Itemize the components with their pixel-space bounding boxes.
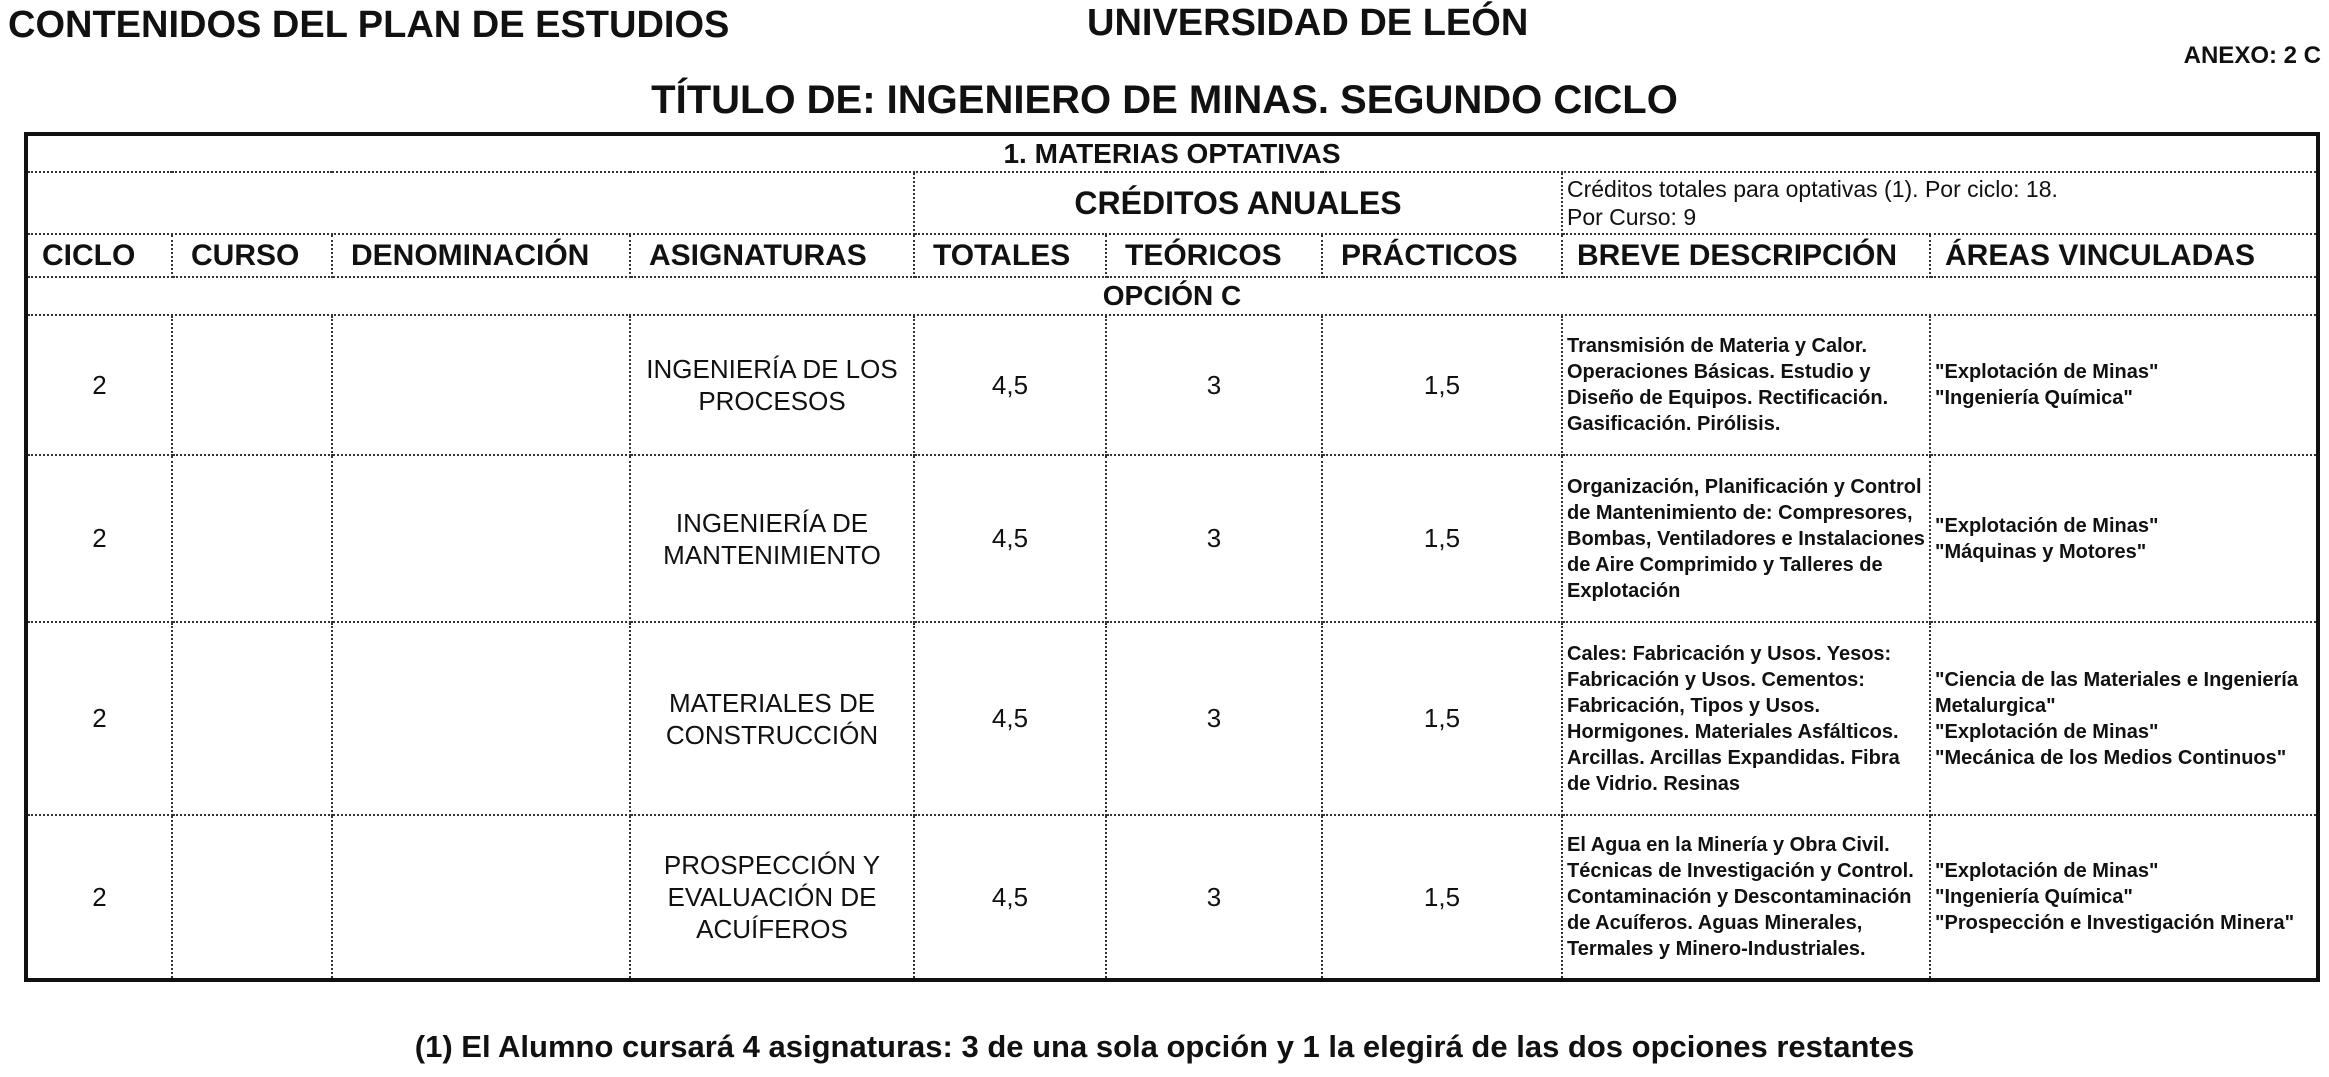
creditos-note-line2: Por Curso: 9 [1567,204,1697,231]
creditos-note [1562,172,2318,234]
table-row [26,315,2318,456]
curso-cell [172,622,332,815]
area-item: "Explotación de Minas" [1935,720,2159,743]
area-item: "Ingeniería Química" [1935,886,2133,909]
asignatura-cell: INGENIERÍA DE MANTENIMIENTO [630,455,914,622]
areas-cell [1930,455,2318,622]
creditos-note-line1: Créditos totales para optativas (1). Por ciclo: 18. [1567,176,2058,203]
header-university: UNIVERSIDAD DE LEÓN [1087,2,1529,44]
practicos-cell: 1,5 [1322,815,1562,980]
column-header-row [26,234,2318,276]
col-curso: CURSO [172,234,332,276]
section-title: 1. MATERIAS OPTATIVAS [26,134,2318,172]
descripcion-cell: Transmisión de Materia y Calor. Operaciones Básicas. Estudio y Diseño de Equipos. Rectificación. Gasificación. Pirólisis. [1562,315,1930,456]
table-row [26,622,2318,815]
col-asignaturas: ASIGNATURAS [630,234,914,276]
areas-cell [1930,315,2318,456]
col-teoricos: TEÓRICOS [1106,234,1322,276]
col-areas-vinculadas: ÁREAS VINCULADAS [1930,234,2318,276]
totales-cell: 4,5 [914,315,1106,456]
header-anexo: ANEXO: 2 C [2183,42,2321,69]
option-label: OPCIÓN C [26,277,2318,315]
curso-cell [172,315,332,456]
denominacion-cell [332,455,630,622]
denominacion-cell [332,315,630,456]
area-item: "Ciencia de las Materiales e Ingeniería Metalurgica" [1935,668,2298,717]
areas-cell [1930,622,2318,815]
ciclo-cell: 2 [26,315,172,456]
header-plan-title: CONTENIDOS DEL PLAN DE ESTUDIOS [8,4,730,46]
denominacion-cell [332,622,630,815]
area-item: "Mecánica de los Medios Continuos" [1935,746,2287,769]
col-practicos: PRÁCTICOS [1322,234,1562,276]
table-row [26,815,2318,980]
teoricos-cell: 3 [1106,622,1322,815]
ciclo-cell: 2 [26,622,172,815]
asignatura-cell: INGENIERÍA DE LOS PROCESOS [630,315,914,456]
totales-cell: 4,5 [914,815,1106,980]
teoricos-cell: 3 [1106,455,1322,622]
asignatura-cell: PROSPECCIÓN Y EVALUACIÓN DE ACUÍFEROS [630,815,914,980]
area-item: "Ingeniería Química" [1935,387,2133,410]
denominacion-cell [332,815,630,980]
totales-cell: 4,5 [914,455,1106,622]
areas-cell [1930,815,2318,980]
table-row [26,455,2318,622]
materias-table [24,132,2320,982]
descripcion-cell: Organización, Planificación y Control de Mantenimiento de: Compresores, Bombas, Ventiladores e Instalaciones de Aire Comprimido y Talleres de Explotación [1562,455,1930,622]
totales-cell: 4,5 [914,622,1106,815]
area-item: "Explotación de Minas" [1935,860,2159,883]
ciclo-cell: 2 [26,455,172,622]
col-denominacion: DENOMINACIÓN [332,234,630,276]
ciclo-cell: 2 [26,815,172,980]
area-item: "Prospección e Investigación Minera" [1935,912,2295,935]
footnote: (1) El Alumno cursará 4 asignaturas: 3 de una sola opción y 1 la elegirá de las dos opciones restantes [414,1029,1915,1064]
col-breve-descripcion: BREVE DESCRIPCIÓN [1562,234,1930,276]
descripcion-cell: El Agua en la Minería y Obra Civil. Técnicas de Investigación y Control. Contaminación y Descontaminación de Acuíferos. Aguas Minerales, Termales y Minero-Industriales. [1562,815,1930,980]
practicos-cell: 1,5 [1322,455,1562,622]
col-totales: TOTALES [914,234,1106,276]
area-item: "Explotación de Minas" [1935,514,2159,537]
curso-cell [172,455,332,622]
asignatura-cell: MATERIALES DE CONSTRUCCIÓN [630,622,914,815]
col-ciclo: CICLO [26,234,172,276]
teoricos-cell: 3 [1106,315,1322,456]
area-item: "Máquinas y Motores" [1935,540,2147,563]
practicos-cell: 1,5 [1322,315,1562,456]
area-item: "Explotación de Minas" [1935,361,2159,384]
creditos-anuales-header: CRÉDITOS ANUALES [914,172,1562,234]
practicos-cell: 1,5 [1322,622,1562,815]
descripcion-cell: Cales: Fabricación y Usos. Yesos: Fabricación y Usos. Cementos: Fabricación, Tipos y Usos. Hormigones. Materiales Asfálticos. Arcillas. Arcillas Expandidas. Fibra de Vidrio. Resinas [1562,622,1930,815]
curso-cell [172,815,332,980]
header-spacer [26,172,914,234]
page-title: TÍTULO DE: INGENIERO DE MINAS. SEGUNDO CICLO [651,78,1678,122]
teoricos-cell: 3 [1106,815,1322,980]
